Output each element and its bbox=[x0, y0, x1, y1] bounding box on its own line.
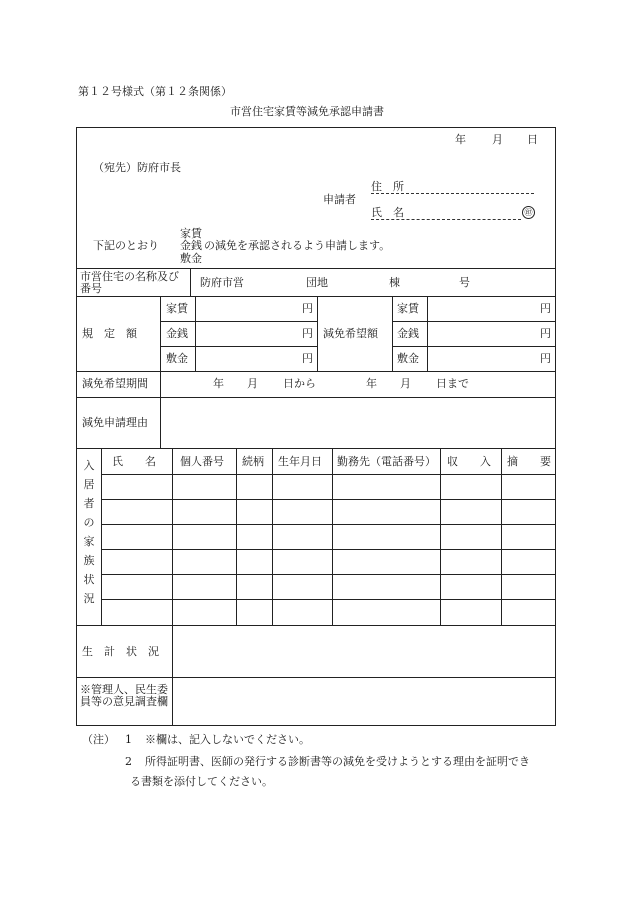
col-relation: 続柄 bbox=[242, 455, 264, 468]
regular-deposit-yen: 円 bbox=[302, 352, 313, 365]
applicant-label: 申請者 bbox=[323, 193, 356, 206]
note-2-text-continued: る書類を添付してください。 bbox=[130, 775, 273, 788]
request-item-rent: 家賃 bbox=[180, 227, 202, 240]
regular-money-label: 金銭 bbox=[166, 327, 188, 340]
request-item-deposit: 敷金 bbox=[180, 252, 202, 265]
period-to-month: 月 bbox=[400, 377, 411, 390]
housing-owner: 防府市営 bbox=[200, 276, 244, 289]
form-number: 第１２号様式（第１２条関係） bbox=[78, 85, 232, 98]
note-2-text: 所得証明書、医師の発行する診断書等の減免を受けようとする理由を証明でき bbox=[145, 755, 530, 768]
period-to-year: 年 bbox=[366, 377, 377, 390]
family-side-label bbox=[82, 460, 96, 612]
addressee: （宛先）防府市長 bbox=[93, 161, 181, 174]
family-side-char: 況 bbox=[83, 592, 95, 605]
col-remarks: 摘 要 bbox=[507, 455, 551, 468]
date-year: 年 bbox=[455, 133, 466, 146]
desired-rent-label: 家賃 bbox=[397, 302, 419, 315]
family-side-char: 家 bbox=[83, 535, 95, 548]
family-side-char: 居 bbox=[83, 478, 95, 491]
housing-complex: 団地 bbox=[306, 276, 328, 289]
request-prefix: 下記のとおり bbox=[93, 239, 159, 252]
housing-number: 号 bbox=[459, 276, 470, 289]
survey-label: ※管理人、民生委員等の意見調査欄 bbox=[80, 683, 168, 708]
period-from-day: 日から bbox=[283, 377, 316, 390]
housing-label: 市営住宅の名称及び番号 bbox=[80, 270, 179, 295]
applicant-name-label: 氏 名 bbox=[371, 206, 404, 219]
reason-label: 減免申請理由 bbox=[82, 416, 148, 429]
regular-rent-label: 家賃 bbox=[166, 302, 188, 315]
family-side-char: 者 bbox=[83, 497, 95, 510]
desired-money-yen: 円 bbox=[540, 327, 551, 340]
date-month: 月 bbox=[492, 133, 503, 146]
request-item-money: 金銭 bbox=[180, 239, 202, 252]
family-side-char: 入 bbox=[83, 459, 95, 472]
note-1-number: 1 bbox=[125, 733, 132, 746]
regular-amount-label: 規 定 額 bbox=[82, 327, 137, 340]
desired-deposit-label: 敷金 bbox=[397, 352, 419, 365]
request-suffix: の減免を承認されるよう申請します。 bbox=[204, 239, 391, 252]
period-from-month: 月 bbox=[247, 377, 258, 390]
col-income: 収 入 bbox=[447, 455, 491, 468]
col-birthdate: 生年月日 bbox=[278, 455, 322, 468]
applicant-address-line[interactable] bbox=[371, 193, 534, 194]
desired-deposit-yen: 円 bbox=[540, 352, 551, 365]
seal-mark: ㊞ bbox=[522, 206, 535, 219]
form-title: 市営住宅家賃等減免承認申請書 bbox=[230, 105, 384, 118]
applicant-address-label: 住 所 bbox=[371, 180, 404, 193]
livelihood-label: 生 計 状 況 bbox=[82, 645, 159, 658]
period-label: 減免希望期間 bbox=[82, 377, 148, 390]
col-workplace: 勤務先（電話番号） bbox=[337, 455, 436, 468]
note-1-text: ※欄は、記入しないでください。 bbox=[145, 733, 310, 746]
family-side-char: 状 bbox=[83, 573, 95, 586]
regular-deposit-label: 敷金 bbox=[166, 352, 188, 365]
desired-amount-label: 減免希望額 bbox=[323, 327, 378, 340]
family-side-char: の bbox=[83, 516, 95, 529]
family-side-char: 族 bbox=[83, 554, 95, 567]
desired-rent-yen: 円 bbox=[540, 302, 551, 315]
col-name: 氏 名 bbox=[112, 455, 156, 468]
date-day: 日 bbox=[527, 133, 538, 146]
note-2-number: 2 bbox=[125, 755, 132, 768]
desired-money-label: 金銭 bbox=[397, 327, 419, 340]
period-from-year: 年 bbox=[213, 377, 224, 390]
applicant-name-line[interactable] bbox=[371, 219, 521, 220]
housing-building: 棟 bbox=[389, 276, 400, 289]
col-id-number: 個人番号 bbox=[180, 455, 224, 468]
regular-rent-yen: 円 bbox=[302, 302, 313, 315]
period-to-day: 日まで bbox=[436, 377, 469, 390]
regular-money-yen: 円 bbox=[302, 327, 313, 340]
notes-heading: （注） bbox=[82, 733, 115, 746]
